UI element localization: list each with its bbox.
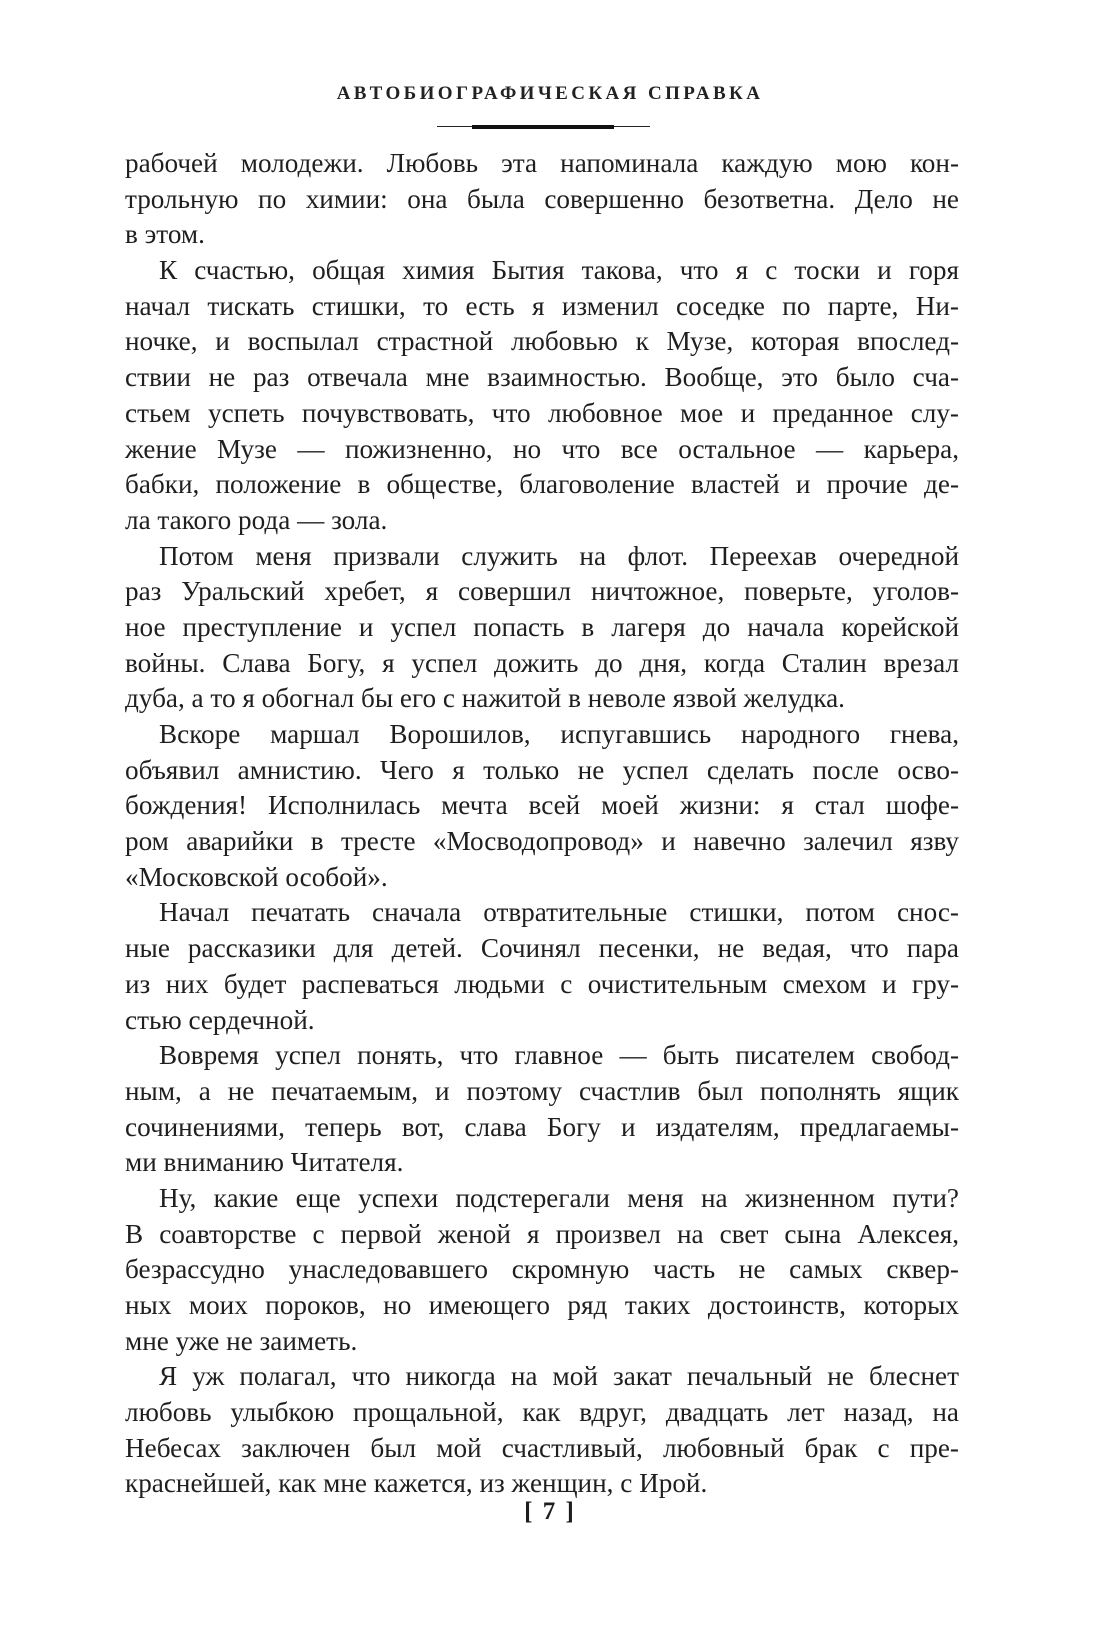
text-line: ночке, и воспылал страстной любовью к Музе, которая впослед- [125, 326, 959, 357]
text-line: в этом. [125, 219, 205, 250]
text-line: мне уже не заиметь. [125, 1325, 358, 1356]
text-line: из них будет распеваться людьми с очистительным смехом и гру- [125, 968, 959, 999]
text-line: Я уж полагал, что никогда на мой закат печальный не блеснет [159, 1361, 959, 1392]
text-line: любовь улыбкою прощальной, как вдруг, двадцать лет назад, на [125, 1397, 959, 1428]
text-line: Небесах заключен был мой счастливый, любовный брак с пре- [125, 1432, 959, 1463]
text-line: К счастью, общая химия Бытия такова, что я с тоски и горя [159, 255, 959, 286]
text-line: «Московской особой». [125, 861, 388, 892]
text-line: объявил амнистию. Чего я только не успел сделать после осво- [125, 754, 959, 785]
text-line: ми вниманию Читателя. [125, 1147, 404, 1178]
text-line: В соавторстве с первой женой я произвел на свет сына Алексея, [125, 1218, 959, 1249]
text-line: жение Музе — пожизненно, но что все остальное — карьера, [125, 433, 959, 464]
text-line: трольную по химии: она была совершенно безответна. Дело не [125, 183, 959, 214]
text-line: ла такого рода — зола. [125, 504, 388, 535]
text-line: безрассудно унаследовавшего скромную часть не самых сквер- [125, 1254, 959, 1285]
text-line: Вовремя успел понять, что главное — быть писателем свобод- [159, 1040, 959, 1071]
text-line: Начал печатать сначала отвратительные стишки, потом снос- [159, 897, 959, 928]
text-line: начал тискать стишки, то есть я изменил соседке по парте, Ни- [125, 290, 959, 321]
header-rule-accent [472, 125, 614, 129]
text-line: ные рассказики для детей. Сочинял песенки, не ведая, что пара [125, 933, 959, 964]
text-line: краснейшей, как мне кажется, из женщин, с Ирой. [125, 1468, 708, 1499]
text-line: ствии не раз отвечала мне взаимностью. Вообще, это было сча- [125, 362, 959, 393]
text-line: войны. Слава Богу, я успел дожить до дня, когда Сталин врезал [125, 647, 959, 678]
text-line: стью сердечной. [125, 1004, 315, 1035]
text-line: бождения! Исполнилась мечта всей моей жизни: я стал шофе- [125, 790, 959, 821]
text-line: ных моих пороков, но имеющего ряд таких достоинств, которых [125, 1290, 959, 1320]
text-line: сочинениями, теперь вот, слава Богу и издателям, предлагаемы- [125, 1111, 959, 1142]
page-number: [ 7 ] [524, 1498, 576, 1525]
text-line: стьем успеть почувствовать, что любовное мое и преданное слу- [125, 397, 959, 428]
text-line: Ну, какие еще успехи подстерегали меня на жизненном пути? [159, 1182, 959, 1213]
text-line: раз Уральский хребет, я совершил ничтожное, поверьте, уголов- [125, 576, 959, 607]
running-head-title: АВТОБИОГРАФИЧЕСКАЯ СПРАВКА [336, 83, 764, 104]
text-line: ное преступление и успел попасть в лагеря до начала корейской [125, 611, 959, 642]
body-text [125, 146, 959, 1502]
text-line: Вскоре маршал Ворошилов, испугавшись народного гнева, [159, 719, 959, 749]
text-line: Потом меня призвали служить на флот. Переехав очередной [159, 540, 959, 571]
text-line: ным, а не печатаемым, и поэтому счастлив был пополнять ящик [125, 1075, 959, 1106]
text-line: рабочей молодежи. Любовь эта напоминала каждую мою кон- [125, 148, 959, 178]
text-line: дуба, а то я обогнал бы его с нажитой в неволе язвой желудка. [125, 683, 845, 714]
text-line: бабки, положение в обществе, благоволение властей и прочие де- [125, 469, 959, 500]
text-line: ром аварийки в тресте «Мосводопровод» и навечно залечил язву [125, 826, 959, 857]
